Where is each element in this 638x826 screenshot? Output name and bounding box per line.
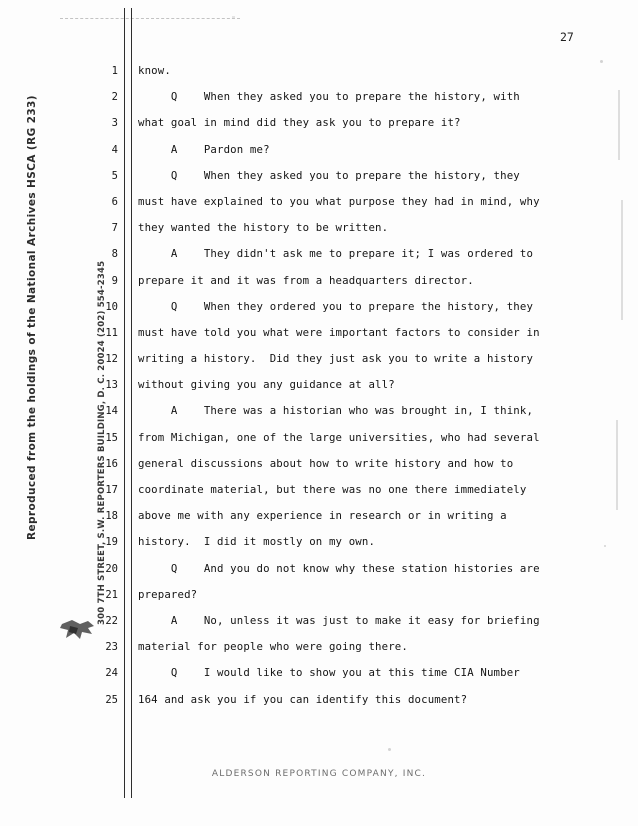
line-text: above me with any experience in research or in writing a (138, 509, 507, 523)
line-text: 164 and ask you if you can identify this document? (138, 692, 468, 706)
transcript-line (96, 404, 616, 430)
transcript-line (96, 326, 616, 352)
page-speck (232, 16, 235, 18)
line-number: 4 (111, 143, 118, 156)
line-text: must have told you what were important factors to consider in (138, 325, 540, 339)
line-number: 19 (105, 536, 118, 549)
line-number: 21 (105, 588, 118, 601)
line-text: Q When they ordered you to prepare the history, they (138, 299, 534, 313)
transcript-line (96, 90, 616, 116)
line-text: history. I did it mostly on my own. (138, 535, 376, 549)
line-number: 25 (105, 693, 118, 706)
page-edge-dash (60, 18, 240, 19)
archives-stamp: Reproduced from the holdings of the National Archives HSCA (RG 233) (26, 95, 38, 540)
scan-speck (604, 545, 606, 547)
line-text: prepared? (138, 587, 198, 601)
line-text: general discussions about how to write history and how to (138, 456, 514, 470)
transcript-line (96, 274, 616, 300)
page-number: 27 (560, 30, 574, 44)
transcript-line (96, 195, 616, 221)
transcript-line (96, 352, 616, 378)
reporter-address-stamp: 300 7TH STREET, S.W. REPORTERS BUILDING, D. C. 20024 (202) 554-2345 (97, 260, 107, 625)
line-number: 7 (111, 222, 118, 235)
line-number: 3 (111, 117, 118, 130)
line-number: 2 (111, 91, 118, 104)
transcript-line (96, 693, 616, 719)
line-number: 8 (111, 248, 118, 261)
line-text: material for people who were going there. (138, 640, 408, 654)
line-text: A Pardon me? (138, 142, 270, 156)
scan-speck (388, 748, 391, 751)
line-text: Q And you do not know why these station histories are (138, 561, 540, 575)
line-number: 6 (111, 195, 118, 208)
line-number: 11 (105, 326, 118, 339)
line-text: from Michigan, one of the large universities, who had several (138, 430, 540, 444)
line-text: must have explained to you what purpose they had in mind, why (138, 194, 540, 208)
transcript-line (96, 666, 616, 692)
line-number: 24 (105, 667, 118, 680)
line-text: prepare it and it was from a headquarters director. (138, 273, 474, 287)
ink-stamp-icon (58, 614, 98, 646)
line-number: 9 (111, 274, 118, 287)
line-number: 15 (105, 431, 118, 444)
transcript-line (96, 378, 616, 404)
transcript-line (96, 562, 616, 588)
line-text: A They didn't ask me to prepare it; I was ordered to (138, 247, 534, 261)
line-number: 23 (105, 641, 118, 654)
transcript-line (96, 221, 616, 247)
transcript-line (96, 247, 616, 273)
line-text: A There was a historian who was brought in, I think, (138, 404, 534, 418)
line-text: they wanted the history to be written. (138, 221, 389, 235)
scan-speck (600, 60, 603, 63)
scan-streak (621, 200, 623, 320)
transcript-line (96, 431, 616, 457)
transcript-line (96, 640, 616, 666)
line-text: Q When they asked you to prepare the history, they (138, 168, 520, 182)
line-number: 10 (105, 300, 118, 313)
line-number: 17 (105, 484, 118, 496)
transcript-line (96, 483, 616, 509)
transcript-line (96, 64, 616, 90)
transcript-line (96, 535, 616, 561)
line-number: 1 (111, 65, 118, 77)
transcript-line (96, 457, 616, 483)
line-text: Q When they asked you to prepare the history, with (138, 90, 520, 104)
footer-company-name: ALDERSON REPORTING COMPANY, INC. (211, 769, 427, 779)
line-number: 22 (105, 614, 118, 627)
line-text: coordinate material, but there was no one there immediately (138, 483, 527, 496)
line-text: Q I would like to show you at this time CIA Number (138, 666, 520, 680)
transcript-line (96, 116, 616, 142)
transcript-line (96, 169, 616, 195)
line-text: without giving you any guidance at all? (138, 378, 395, 392)
transcript-line (96, 143, 616, 169)
line-number: 16 (105, 457, 118, 470)
transcript-line (96, 614, 616, 640)
line-text: writing a history. Did they just ask you to write a history (138, 352, 534, 366)
transcript-line (96, 300, 616, 326)
line-text: know. (138, 64, 171, 77)
line-number: 18 (105, 510, 118, 523)
line-number: 5 (111, 169, 118, 182)
transcript-line (96, 588, 616, 614)
transcript-body (96, 64, 616, 719)
scan-streak (616, 420, 618, 510)
line-number: 14 (105, 405, 118, 418)
line-number: 20 (105, 562, 118, 575)
scan-streak (618, 90, 620, 160)
line-number: 13 (105, 379, 118, 392)
line-number: 12 (105, 353, 118, 366)
line-text: A No, unless it was just to make it easy for briefing (138, 613, 540, 627)
line-text: what goal in mind did they ask you to prepare it? (138, 116, 461, 130)
transcript-line (96, 509, 616, 535)
